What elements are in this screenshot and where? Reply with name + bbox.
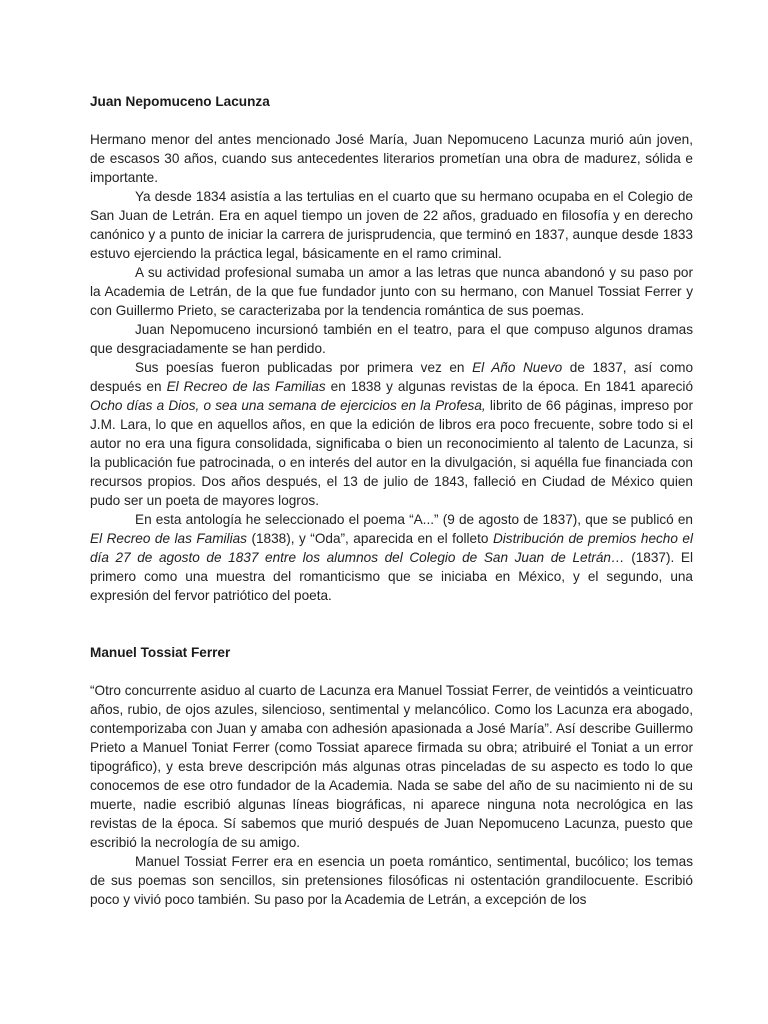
italic-title-text: El Año Nuevo xyxy=(472,360,563,375)
paragraph-text: en 1838 y algunas revistas de la época. En 1841 apareció xyxy=(325,379,693,394)
italic-title-text: El Recreo de las Familias xyxy=(90,531,247,546)
paragraph-text: Hermano menor del antes mencionado José María, Juan Nepomuceno Lacunza murió aún joven, de escasos 30 años, cuando sus antecedentes literarios prometían una obra de madurez, sólida e importante. xyxy=(90,132,693,185)
paragraph-text: Ya desde 1834 asistía a las tertulias en el cuarto que su hermano ocupaba en el Colegio de San Juan de Letrán. Era en aquel tiempo un joven de 22 años, graduado en filosofía y en derecho canónico y a punto de iniciar la carrera de jurisprudencia, que terminó en 1837, aunque desde 1833 estuvo ejerciendo la práctica legal, básicamente en el ramo criminal. xyxy=(90,189,693,261)
section-body xyxy=(90,130,693,605)
paragraph-text: Manuel Tossiat Ferrer era en esencia un poeta romántico, sentimental, bucólico; los temas de sus poemas son sencillos, sin pretensiones filosóficas ni ostentación grandilocuente. Escribió poco y vivió poco también. Su paso por la Academia de Letrán, a excepción de los xyxy=(90,854,693,907)
section-tossiat xyxy=(90,643,693,909)
section-lacunza xyxy=(90,92,693,605)
section-heading: Manuel Tossiat Ferrer xyxy=(90,645,231,660)
paragraph xyxy=(90,681,693,852)
paragraph-text: (1838), y “Oda”, aparecida en el folleto xyxy=(246,531,493,546)
paragraph-text: Sus poesías fueron publicadas por primera vez en xyxy=(135,360,473,375)
italic-title-text: Ocho días a Dios, o sea una semana de ejercicios en la Profesa, xyxy=(90,398,486,413)
paragraph-text: Juan Nepomuceno incursionó también en el teatro, para el que compuso algunos dramas que desgraciadamente se han perdido. xyxy=(90,322,693,356)
paragraph xyxy=(90,852,693,909)
paragraph xyxy=(90,358,693,510)
document-page xyxy=(90,92,693,909)
paragraph xyxy=(90,320,693,358)
section-heading: Juan Nepomuceno Lacunza xyxy=(90,94,270,109)
paragraph xyxy=(90,187,693,263)
italic-title-text: El Recreo de las Familias xyxy=(166,379,326,394)
section-body xyxy=(90,681,693,909)
paragraph-text: A su actividad profesional sumaba un amor a las letras que nunca abandonó y su paso por la Academia de Letrán, de la que fue fundador junto con su hermano, con Manuel Tossiat Ferrer y con Guillermo Prieto, se caracterizaba por la tendencia romántica de sus poemas. xyxy=(90,265,693,318)
paragraph xyxy=(90,510,693,605)
paragraph-text: de 1837, así como después en xyxy=(90,360,693,394)
paragraph xyxy=(90,130,693,187)
paragraph-text: En esta antología he seleccionado el poema “A...” (9 de agosto de 1837), que se publicó en xyxy=(135,512,693,527)
paragraph-text: “Otro concurrente asiduo al cuarto de Lacunza era Manuel Tossiat Ferrer, de veintidós a veinticuatro años, rubio, de ojos azules, silencioso, sentimental y melancólico. Como los Lacunza era abogado, contemporizaba con Juan y amaba con adhesión apasionada a José María”. Así describe Guillermo Prieto a Manuel Toniat Ferrer (como Tossiat aparece firmada su obra; atribuiré el Toniat a un error tipográfico), y esta breve descripción más algunas otras pinceladas de su aspecto es todo lo que conocemos de ese otro fundador de la Academia. Nada se sabe del año de su nacimiento ni de su muerte, nadie escribió algunas líneas biográficas, ni aparece ninguna nota necrológica en las revistas de la época. Sí sabemos que murió después de Juan Nepomuceno Lacunza, puesto que escribió la necrología de su amigo. xyxy=(90,683,693,850)
italic-title-text: Distribución de premios hecho el día 27 de agosto de 1837 entre los alumnos del Colegio de San Juan de Letrán… xyxy=(90,531,693,565)
paragraph-text: librito de 66 páginas, impreso por J.M. Lara, lo que en aquellos años, en que la edición de libros era poco frecuente, sobre todo si el autor no era una figura consolidada, significaba o bien un reconocimiento al talento de Lacunza, si la publicación fue patrocinada, o en interés del autor en la divulgación, si aquélla fue financiada con recursos propios. Dos años después, el 13 de julio de 1843, falleció en Ciudad de México quien pudo ser un poeta de mayores logros. xyxy=(90,398,693,508)
paragraph-text: (1837). El primero como una muestra del romanticismo que se iniciaba en México, y el segundo, una expresión del fervor patriótico del poeta. xyxy=(90,550,693,603)
paragraph xyxy=(90,263,693,320)
